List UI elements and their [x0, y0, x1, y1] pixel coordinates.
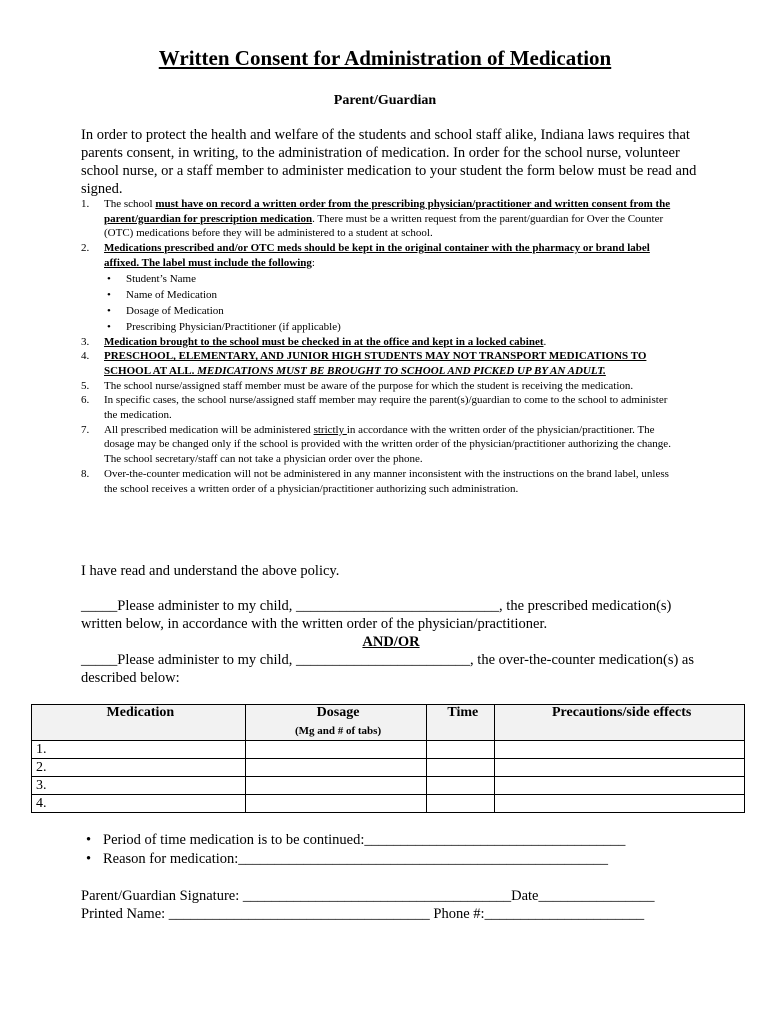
rule-text: in accordance with the written order of the physician/practitioner. The dosage may be changed only if the school is provided with the written order of the physician/practitioner authorizing the change. The school secretary/staff can not take a physician order over the phone.: [104, 423, 671, 466]
time-cell[interactable]: [427, 777, 495, 795]
rule-item: [81, 423, 681, 467]
column-header-medication: Medication: [32, 705, 246, 741]
column-header-time: Time: [427, 705, 495, 741]
list-item: • Prescribing Physician/Practitioner (if applicable): [107, 320, 341, 333]
rule-emphasis: Medication brought to the school must be checked in at the office and kept in a locked cabinet: [104, 335, 544, 348]
rule-number: 5.: [81, 379, 90, 392]
column-header-precautions: Precautions/side effects: [495, 705, 745, 741]
rule-item: [81, 335, 681, 350]
printed-name-field[interactable]: Printed Name: ____________________________________ Phone #:______________________: [81, 906, 645, 922]
time-cell[interactable]: [427, 741, 495, 759]
rule-emphasis: must have on record a written order from the prescribing physician/practitioner and written consent from the parent/guardian for prescription medication: [104, 198, 671, 225]
time-cell[interactable]: [427, 759, 495, 777]
rule-text: The school: [104, 198, 156, 210]
precautions-cell[interactable]: [495, 759, 745, 777]
row-number-cell[interactable]: 1.: [32, 741, 246, 759]
rule-item: [81, 241, 681, 334]
row-number-cell[interactable]: 2.: [32, 759, 246, 777]
list-item: [81, 831, 625, 850]
bullet-icon: •: [107, 320, 111, 333]
parent-signature-field[interactable]: Parent/Guardian Signature: _____________________________________Date________________: [81, 888, 655, 904]
dosage-header-label: Dosage: [316, 705, 360, 720]
rule-item: [81, 379, 681, 394]
form-title: Written Consent for Administration of Medication: [158, 46, 612, 70]
table-row: [32, 795, 745, 813]
precautions-cell[interactable]: [495, 777, 745, 795]
list-item: • Dosage of Medication: [107, 304, 224, 317]
precautions-cell[interactable]: [495, 741, 745, 759]
policy-acknowledgement: I have read and understand the above policy.: [81, 563, 340, 579]
rule-text: In specific cases, the school nurse/assigned staff member may require the parent(s)/guardian to come to the school to administer the medication.: [104, 394, 668, 422]
rule-number: 6.: [81, 394, 90, 407]
reason-field[interactable]: Reason for medication:___________________________________________________: [103, 851, 609, 867]
rule-text: :: [311, 256, 315, 269]
intro-paragraph: In order to protect the health and welfare of the students and school staff alike, Indiana laws requires that parents consent, in writing, to the administration of medication. In order for the school nurse, volunteer school nurse, or a staff member to administer medication to your student the form below must be read and signed.: [81, 127, 697, 197]
prescribed-request-line[interactable]: _____Please administer to my child, ____________________________, the prescribed medication(s) written below, in accordance with the written order of the physician/practitioner.: [81, 598, 672, 632]
table-header-row: [32, 705, 745, 741]
bullet-icon: •: [107, 272, 111, 285]
dosage-cell[interactable]: [245, 795, 427, 813]
rule-item: [81, 349, 681, 378]
rule-text: All prescribed medication will be administered: [104, 423, 314, 436]
bullet-icon: •: [86, 832, 92, 848]
table-row: [32, 777, 745, 795]
time-cell[interactable]: [427, 795, 495, 813]
rule-item: [81, 467, 681, 496]
rule-number: 2.: [81, 242, 90, 255]
rule-text: . There must be a written request from the parent/guardian for Over the Counter (OTC) medications before they will be administered to a student at school.: [104, 212, 664, 240]
rule-text: .: [543, 335, 547, 348]
rule-number: 4.: [81, 350, 90, 363]
precautions-cell[interactable]: [495, 795, 745, 813]
list-item: • Name of Medication: [107, 288, 218, 301]
rule-emphasis: PRESCHOOL, ELEMENTARY, AND JUNIOR HIGH STUDENTS MAY NOT TRANSPORT MEDICATIONS TO SCHOOL AT ALL.: [104, 350, 647, 377]
dosage-cell[interactable]: [245, 741, 427, 759]
administration-request: [81, 597, 701, 687]
rule-emphasis-italic: MEDICATIONS MUST BE BROUGHT TO SCHOOL AND PICKED UP BY AN ADULT.: [197, 364, 606, 377]
label-requirements-list: [104, 271, 681, 335]
column-header-dosage: [245, 705, 427, 741]
rule-text: Over-the-counter medication will not be administered in any manner inconsistent with the instructions on the brand label, unless the school receives a written order of a physician/practitioner authorizing such administration.: [104, 467, 669, 495]
medication-details-list: [81, 831, 625, 869]
rule-number: 3.: [81, 335, 90, 348]
rule-text: The school nurse/assigned staff member must be aware of the purpose for which the student is receiving the medication.: [104, 379, 634, 392]
bullet-icon: •: [107, 288, 111, 301]
and-or-separator: AND/OR: [362, 634, 420, 650]
rule-item: [81, 393, 681, 422]
dosage-cell[interactable]: [245, 777, 427, 795]
rule-emphasis: Medications prescribed and/or OTC meds should be kept in the original container with the pharmacy or brand label affixed. The label must include the following: [104, 242, 650, 269]
list-item: [81, 850, 625, 869]
signature-block: [81, 887, 655, 923]
row-number-cell[interactable]: 4.: [32, 795, 246, 813]
dosage-cell[interactable]: [245, 759, 427, 777]
list-item: • Student’s Name: [107, 272, 196, 285]
form-subtitle: Parent/Guardian: [333, 93, 437, 108]
policy-rules-list: [81, 197, 681, 496]
table-row: [32, 759, 745, 777]
dosage-header-sublabel: (Mg and # of tabs): [294, 725, 382, 737]
row-number-cell[interactable]: 3.: [32, 777, 246, 795]
rule-item: [81, 197, 681, 241]
period-continued-field[interactable]: Period of time medication is to be continued:____________________________________: [103, 832, 626, 848]
medication-table: [31, 704, 745, 813]
rule-number: 7.: [81, 423, 90, 436]
otc-request-line[interactable]: _____Please administer to my child, ________________________, the over-the-counter medication(s) as described below:: [81, 652, 695, 686]
rule-underline: strictly: [313, 423, 347, 436]
rule-number: 1.: [81, 198, 90, 210]
bullet-icon: •: [107, 304, 111, 317]
rule-number: 8.: [81, 467, 90, 480]
table-row: [32, 741, 745, 759]
bullet-icon: •: [86, 851, 92, 867]
